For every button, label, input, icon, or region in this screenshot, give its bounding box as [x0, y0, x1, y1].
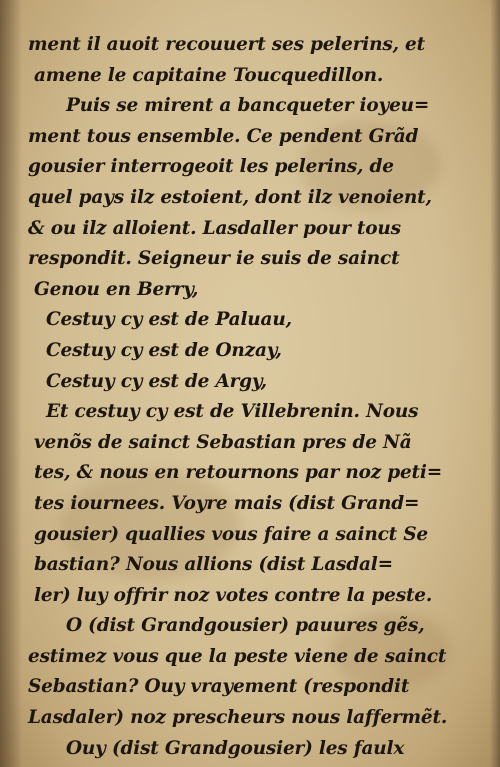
gutter-shadow — [0, 0, 22, 767]
text-line: amene le capitaine Toucquedillon. — [34, 64, 384, 86]
text-line: respondit. Seigneur ie suis de sainct — [28, 248, 400, 270]
text-line: Et cestuy cy est de Villebrenin. Nous — [46, 401, 419, 423]
text-line: ment tous ensemble. Ce pendent Grãd — [28, 125, 419, 147]
text-line: quel pays ilz estoient, dont ilz venoient, — [28, 186, 432, 208]
page-edge-shadow — [490, 0, 500, 767]
text-line: gousier interrogeoit les pelerins, de — [28, 156, 394, 178]
text-line: Cestuy cy est de Paluau, — [46, 309, 292, 331]
text-line: Lasdaler) noz prescheurs nous laffermẽt. — [28, 707, 448, 729]
text-line: O (dist Grandgousier) pauures gẽs, — [66, 615, 425, 637]
text-block — [28, 30, 468, 764]
text-line: ler) luy offrir noz votes contre la peste. — [34, 584, 433, 606]
text-line: Sebastian? Ouy vrayement (respondit — [28, 676, 410, 698]
text-line: Cestuy cy est de Argy, — [46, 370, 267, 392]
text-line: & ou ilz alloient. Lasdaller pour tous — [28, 217, 401, 239]
text-line: ment il auoit recouuert ses pelerins, et — [28, 34, 425, 55]
text-line: tes iournees. Voyre mais (dist Grand= — [34, 492, 420, 514]
text-line: Ouy (dist Grandgousier) les faulx — [66, 737, 405, 759]
text-line: venõs de sainct Sebastian pres de Nã — [34, 431, 412, 453]
text-line: bastian? Nous allions (dist Lasdal= — [34, 554, 393, 576]
text-line: Cestuy cy est de Onzay, — [46, 339, 282, 361]
text-line: estimez vous que la peste viene de sainct — [28, 645, 447, 667]
text-line: Puis se mirent a bancqueter ioyeu= — [66, 95, 430, 117]
text-line: Genou en Berry, — [34, 278, 199, 300]
text-line: gousier) quallies vous faire a sainct Se — [34, 523, 428, 545]
text-line: tes, & nous en retournons par noz peti= — [34, 462, 443, 484]
